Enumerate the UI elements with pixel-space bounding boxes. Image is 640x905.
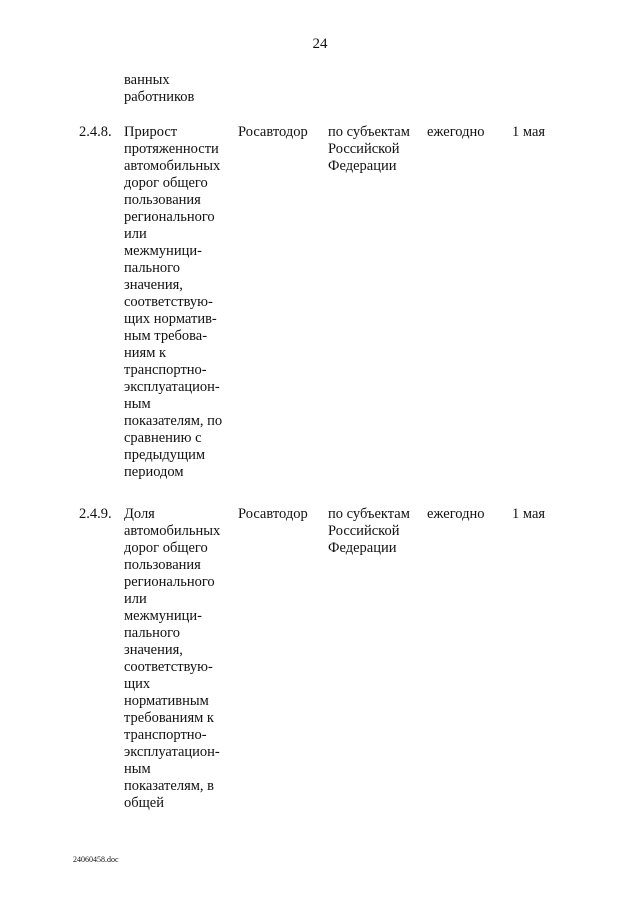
text-line: значения, [124,277,183,293]
text-line: предыдущим [124,447,206,463]
text-line: работников [124,89,195,105]
periodicity: ежегодно [427,124,485,140]
text-line: соответствую- [124,294,213,310]
text-line: межмуници- [124,608,202,624]
responsible-agency: Росавтодор [238,506,308,522]
text-line: Российской [328,141,400,157]
text-line: эксплуатацион- [124,379,220,395]
responsible-agency: Росавтодор [238,124,308,140]
indicator-number: 2.4.9. [79,506,112,522]
text-line: пального [124,625,181,641]
text-line: ванных [124,72,170,88]
text-line: Федерации [328,158,397,174]
text-line: нормативным [124,693,209,709]
text-line: транспортно- [124,362,207,378]
footer-filename: 24060458.doc [73,855,119,864]
periodicity: ежегодно [427,506,485,522]
text-line: регионального [124,209,215,225]
text-line: показателям, в [124,778,215,794]
text-line: пользования [124,192,201,208]
text-line: или [124,226,147,242]
indicator-name [124,124,234,481]
text-line: щих норматив- [124,311,217,327]
text-line: значения, [124,642,183,658]
indicator-number: 2.4.8. [79,124,112,140]
deadline: 1 мая [512,506,546,522]
text-line: периодом [124,464,184,480]
text-line: пользования [124,557,201,573]
text-line: межмуници- [124,243,202,259]
text-line: автомобильных [124,158,221,174]
page-number: 24 [312,36,328,52]
data-scope [328,506,420,557]
text-line: ным [124,396,151,412]
text-line: требованиям к [124,710,214,726]
text-line: регионального [124,574,215,590]
text-line: Российской [328,523,400,539]
text-line: эксплуатацион- [124,744,220,760]
text-line: сравнению с [124,430,202,446]
text-line: показателям, по [124,413,223,429]
text-line: Федерации [328,540,397,556]
deadline: 1 мая [512,124,546,140]
text-line: дорог общего [124,175,208,191]
text-line: щих [124,676,151,692]
text-line: Прирост [124,124,178,140]
text-line: дорог общего [124,540,208,556]
text-line: ным [124,761,151,777]
indicator-name [124,506,234,812]
data-scope [328,124,420,175]
text-line: ным требова- [124,328,208,344]
text-line: Доля [124,506,155,522]
text-line: или [124,591,147,607]
text-line: автомобильных [124,523,221,539]
continued-indicator-name [124,72,194,106]
text-line: соответствую- [124,659,213,675]
text-line: общей [124,795,164,811]
text-line: по субъектам [328,124,410,140]
text-line: протяженности [124,141,219,157]
text-line: транспортно- [124,727,207,743]
text-line: пального [124,260,181,276]
text-line: по субъектам [328,506,410,522]
text-line: ниям к [124,345,167,361]
